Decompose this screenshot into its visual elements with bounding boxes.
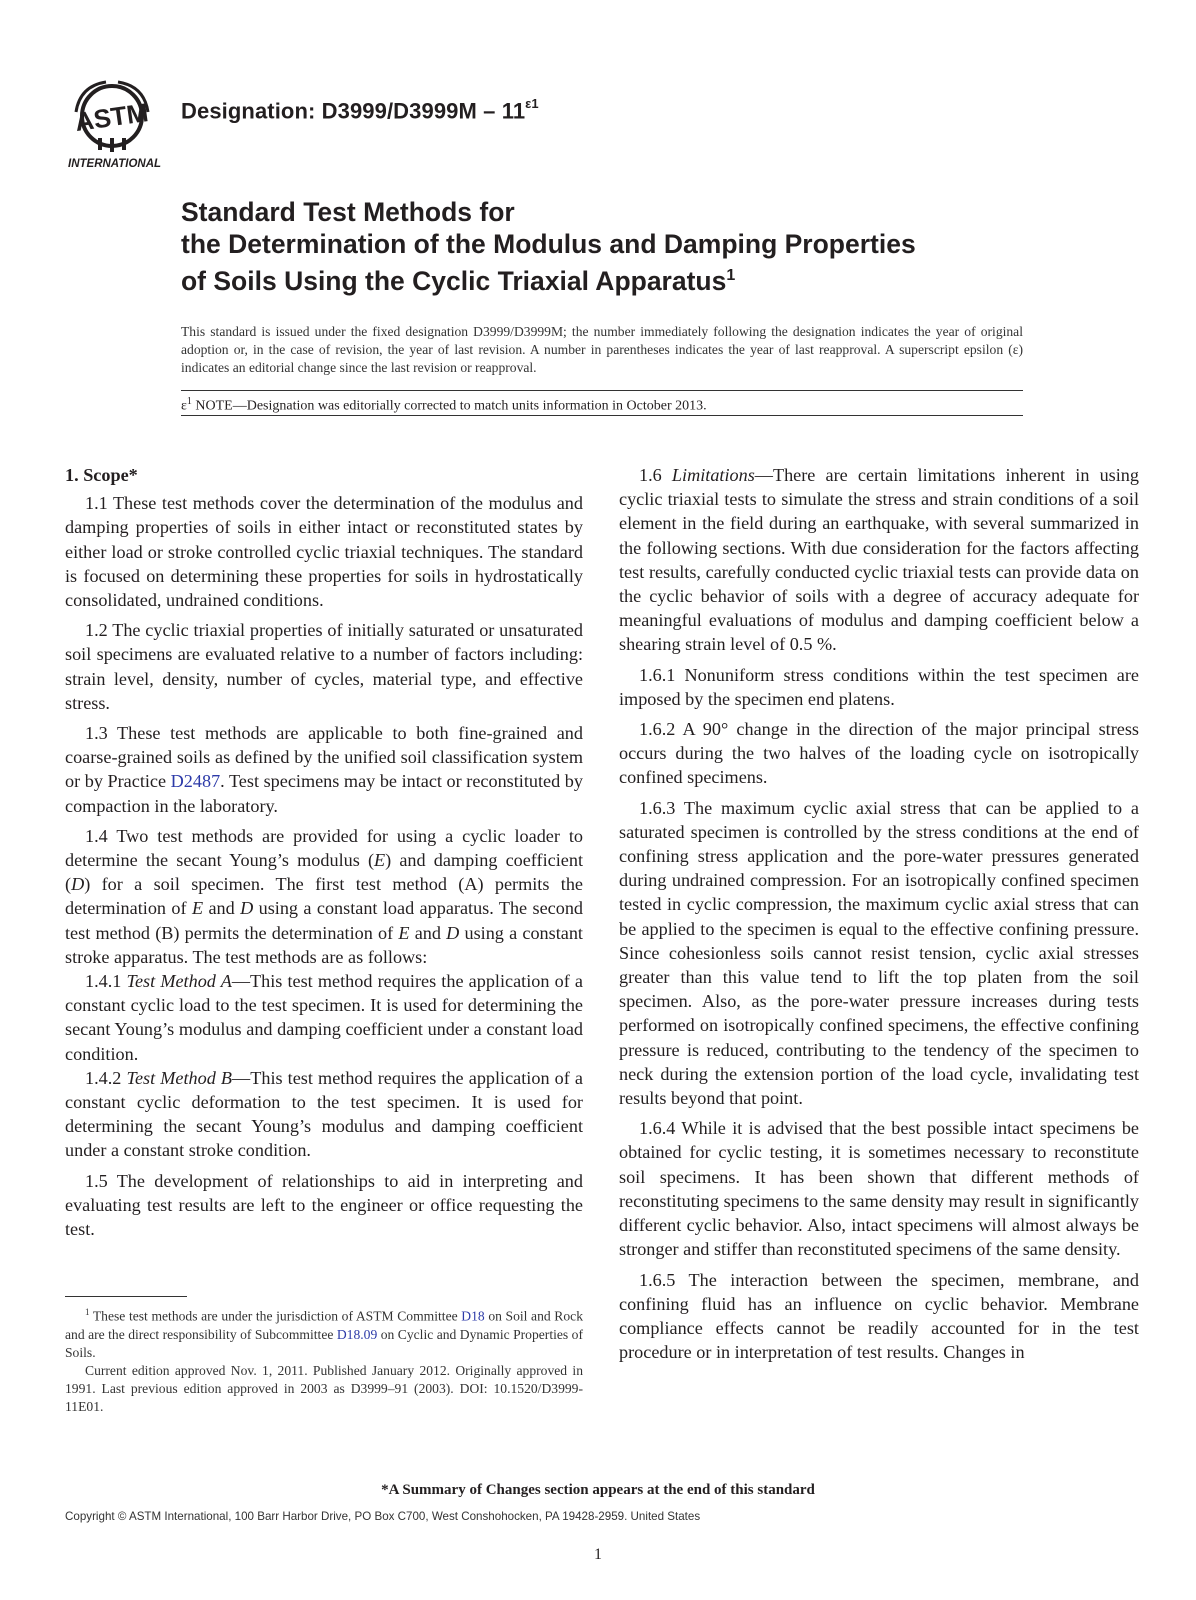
footnote-1-text-c: on Cyclic and Dynamic Properties of Soils.: [65, 1326, 583, 1360]
paragraph-1-6-number: 1.6: [639, 465, 672, 485]
title-line-1: Standard Test Methods for: [181, 197, 515, 227]
footnote-1-mark: 1: [85, 1307, 90, 1317]
paragraph-1-4-text-d: and: [203, 898, 241, 919]
copyright: Copyright © ASTM International, 100 Barr Harbor Drive, PO Box C700, West Conshohocken, PA 19428-2959. United States: [65, 1510, 701, 1523]
designation-text: Designation: D3999/D3999M – 11: [181, 98, 526, 124]
editorial-note-mark-sup: 1: [186, 396, 192, 407]
symbol-e: E: [374, 850, 386, 871]
paragraph-1-6-3: 1.6.3 The maximum cyclic axial stress that can be applied to a saturated specimen is controlled by the stress conditions at the end of confining stress application and the pore-water pressures generated during undrained compression. For an isotropically confined specimen tested in cyclic compression, the maximum cyclic axial stress that can be applied to the specimen is equal to the effective confining pressure. Since cohesionless soils cannot resist tension, cyclic axial stresses greater than this value tend to lift the top platen from the soil specimen. Also, as the pore-water pressure increases during tests performed on isotropically confined specimens, the effective confining pressure is reduced, contributing to the tendency of the specimen to neck during the extension portion of the load cycle, invalidating test results beyond that point.: [619, 797, 1139, 1109]
paragraph-1-4-text-a: 1.4 Two test methods are provided for using a cyclic loader to determine the secant Young’s modulus (: [65, 825, 583, 871]
paragraph-1-6-text: —There are certain limitations inherent in using cyclic triaxial tests to simulate the stress and strain conditions of a soil element in the field during an earthquake, with several summarized in the following sections. With due consideration for the factors affecting test results, carefully conducted cyclic triaxial tests can provide data on the cyclic behavior of soils with a degree of accuracy adequate for meaningful evaluations of modulus and damping coefficient below a shearing strain level of 0.5 %.: [619, 465, 1139, 655]
paragraph-1-4: [65, 824, 583, 969]
paragraph-1-4-1-term: Test Method A: [126, 971, 232, 992]
section-heading-scope: 1. Scope*: [65, 465, 138, 485]
footnote-divider: [65, 1296, 187, 1297]
paragraph-1-4-2-text: —This test method requires the application of a constant cyclic deformation to the test specimen. It is used for determining the secant Young’s modulus and damping coefficient under a constant stroke condition.: [65, 1067, 584, 1161]
footnote-1-text-b: on Soil and Rock and are the direct responsibility of Subcommittee: [65, 1308, 583, 1342]
paragraph-1-4-1-text: —This test method requires the application of a constant cyclic load to the test specimen. It is used for determining the secant Young’s modulus and damping coefficient under a constant load condition.: [65, 971, 583, 1064]
divider-top: [181, 390, 1023, 391]
paragraph-1-6-1: 1.6.1 Nonuniform stress conditions within the test specimen are imposed by the specimen end platens.: [619, 664, 1139, 709]
title-line-3: [181, 260, 1081, 297]
footnote-1-text-a: These test methods are under the jurisdiction of ASTM Committee: [89, 1308, 462, 1324]
paragraph-1-4-text-c: ) for a soil specimen. The first test method (A) permits the determination of: [65, 874, 583, 919]
symbol-e: E: [398, 922, 410, 943]
logo-subtitle: INTERNATIONAL: [68, 158, 162, 170]
page-number: 1: [594, 1546, 602, 1563]
paragraph-1-4-text-f: and: [409, 922, 447, 943]
symbol-e: E: [191, 898, 204, 919]
title-line-2: the Determination of the Modulus and Damping Properties: [181, 229, 916, 259]
paragraph-1-4-2-term: Test Method B: [126, 1067, 233, 1088]
footnote-edition: Current edition approved Nov. 1, 2011. Published January 2012. Originally approved in 1991. Last previous edition approved in 2003 as D3999–91 (2003). DOI: 10.1520/D3999-11E01.: [65, 1362, 583, 1414]
paragraph-1-6-5: 1.6.5 The interaction between the specimen, membrane, and confining fluid has an influence on cyclic behavior. Membrane compliance effects cannot be readily accounted for in the test procedure or in interpretation of test results. Changes in: [619, 1269, 1139, 1363]
link-d18[interactable]: D18: [461, 1308, 485, 1324]
title-line-3-text: of Soils Using the Cyclic Triaxial Apparatus: [181, 265, 727, 296]
paragraph-1-4-text-e: using a constant load apparatus. The second test method (B) permits the determination of: [65, 898, 584, 943]
paragraph-1-4-2-number: 1.4.2: [85, 1067, 127, 1088]
summary-of-changes-note: *A Summary of Changes section appears at the end of this standard: [381, 1482, 815, 1498]
designation-epsilon: ε1: [525, 96, 539, 111]
footnotes: [65, 1303, 583, 1416]
editorial-note-text: NOTE—Designation was editorially corrected to match units information in October 2013.: [191, 398, 707, 414]
symbol-d: D: [240, 898, 254, 919]
issuance-statement: This standard is issued under the fixed designation D3999/D3999M; the number immediately following the designation indicates the year of original adoption or, in the case of revision, the year of last revision. A number in parentheses indicates the year of last reapproval. A superscript epsilon (ε) indicates an editorial change since the last revision or reapproval.: [181, 324, 1023, 375]
paragraph-1-4-text-g: using a constant stroke apparatus. The test methods are as follows:: [65, 922, 583, 967]
paragraph-1-4-2: [65, 1066, 583, 1163]
footnote-1: [65, 1303, 583, 1362]
paragraph-1-6-4: 1.6.4 While it is advised that the best possible intact specimens be obtained for cyclic testing, it is sometimes necessary to reconstitute soil specimens. It has been shown that different methods of reconstituting specimens to the same density may result in significantly different cyclic behavior. Also, intact specimens will almost always be stronger and stiffer than reconstituted specimens of the same density.: [619, 1118, 1139, 1260]
astm-logo: [66, 72, 166, 172]
symbol-d: D: [446, 922, 460, 943]
paragraph-1-6: [619, 463, 1139, 657]
divider-bottom: [181, 415, 1023, 416]
logo-wordmark: ASTM: [73, 97, 151, 138]
paragraph-1-3-text-b: . Test specimens may be intact or reconstituted by compaction in the laboratory.: [65, 771, 583, 816]
paragraph-1-6-2: 1.6.2 A 90° change in the direction of the major principal stress occurs during the two halves of the loading cycle on isotropically confined specimens.: [619, 719, 1139, 788]
paragraph-1-1: 1.1 These test methods cover the determination of the modulus and damping properties of soils in either intact or reconstituted states by either load or stroke controlled cyclic triaxial techniques. The standard is focused on determining these properties for soils in hydrostatically consolidated, undrained conditions.: [65, 493, 583, 611]
paragraph-1-4-text-b: ) and damping coefficient (: [65, 850, 583, 895]
paragraph-1-2: 1.2 The cyclic triaxial properties of initially saturated or unsaturated soil specimens are evaluated relative to a number of factors including: strain level, density, number of cycles, material type, and effective stress.: [65, 620, 583, 713]
right-column: [619, 463, 1139, 1370]
paragraph-1-3-text-a: 1.3 These test methods are applicable to both fine-grained and coarse-grained soils as defined by the unified soil classification system or by Practice: [65, 723, 583, 792]
symbol-d: D: [71, 874, 85, 895]
left-column: [65, 463, 583, 1247]
paragraph-1-6-term: Limitations: [671, 465, 755, 485]
link-d18-09[interactable]: D18.09: [336, 1326, 378, 1342]
paragraph-1-3: [65, 721, 583, 818]
title-footnote-mark: 1: [726, 267, 736, 284]
paragraph-1-5: 1.5 The development of relationships to aid in interpreting and evaluating test results are left to the engineer or office requesting the test.: [65, 1170, 583, 1240]
document-title: [181, 196, 1081, 297]
editorial-note: [181, 393, 1023, 416]
designation: [181, 98, 539, 124]
paragraph-1-4-1-number: 1.4.1: [85, 971, 127, 992]
paragraph-1-4-1: [65, 969, 583, 1066]
editorial-note-mark: ε: [181, 398, 187, 414]
link-d2487[interactable]: D2487: [170, 771, 221, 792]
